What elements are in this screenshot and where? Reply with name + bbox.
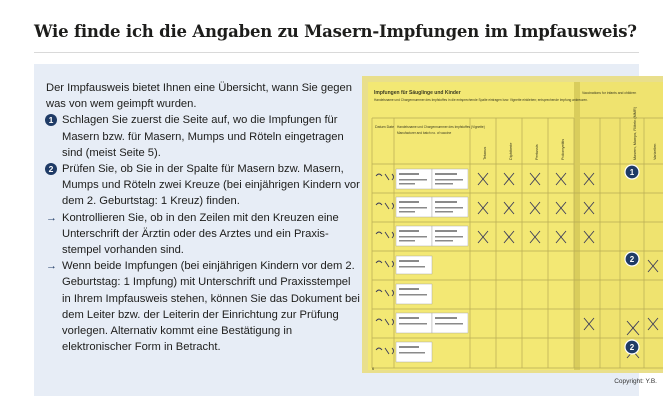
step-item [44, 258, 360, 355]
col-varizellen-label: Varizellen [653, 143, 657, 160]
col-tetanus-label: Tetanus [483, 146, 487, 160]
copyright-notice: Copyright: Y.B. [614, 378, 657, 385]
col-polio-label: Poliomyelitis [561, 138, 565, 160]
step-item [44, 161, 360, 210]
col-pertussis-label: Pertussis [535, 144, 539, 160]
col-masern-label: Masern, Mumps, Röteln (MMR) [633, 107, 637, 160]
step-text: Schlagen Sie zuerst die Seite auf, wo die Impfungen für Masern bzw. für Masern, Mumps und Röteln eingetragen sind (meist Seite 5). [62, 114, 344, 159]
instructions [44, 80, 360, 355]
booklet-subheading: Handelsname und Chargennummer des Impfstoffes in die entsprechende Spalte eintragen bzw. Vignette einkleben; entsprechende Impfung ankreuzen. [374, 98, 588, 102]
booklet-right-heading: Vaccinations for infants and children [582, 91, 637, 95]
step-number-badge: 2 [45, 163, 57, 175]
page-title: Wie finde ich die Angaben zu Masern-Impfungen im Impfausweis? [34, 22, 637, 41]
step-item [44, 112, 360, 161]
callout-badge-2: 2 [629, 255, 635, 264]
step-text: Wenn beide Impfungen (bei einjährigen Kindern vor dem 2. Geburtstag: 1 Impfung) mit Unterschrift und Praxisstempel in Ihrem Impfausweis stehen, können Sie das Dokument bei dem Leiter bzw. der Leiterin der Einrichtung zur Prüfung vorlegen. Alternativ kommt eine Bestätigung in elektronischer Form in Betracht. [62, 260, 360, 354]
col-product-en-label: Manufacturer and batch no. of vaccine [397, 131, 452, 135]
callout-badge-1: 1 [629, 168, 635, 177]
vaccination-booklet-photo [362, 76, 663, 373]
step-number-badge: 1 [45, 114, 57, 126]
booklet-heading: Impfungen für Säuglinge und Kinder [374, 90, 461, 96]
callout-badge-3: 2 [629, 343, 635, 352]
arrow-right-icon: → [46, 211, 57, 224]
step-text: Kontrollieren Sie, ob in den Zeilen mit den Kreuzen eine Unterschrift der Ärztin oder des Arztes und ein Praxisstempel vorhanden sind. [62, 211, 339, 257]
intro-text: Der Impfausweis bietet Ihnen eine Übersicht, wann Sie gegen was von wem geimpft wurden. [46, 82, 352, 111]
col-diphtherie-label: Diphtherie [509, 142, 513, 160]
arrow-right-icon: → [46, 260, 57, 273]
booklet-page-number: 6 [372, 366, 375, 371]
step-item [44, 210, 360, 259]
col-date-label: Datum Date [375, 125, 395, 129]
step-text: Prüfen Sie, ob Sie in der Spalte für Masern bzw. Masern, Mumps und Röteln zwei Kreuze (bei einjährigen Kindern vor dem 2. Geburtstag: 1 Kreuz) finden. [62, 163, 360, 208]
col-product-label: Handelsname und Chargennummer des Impfstoffes (Vignette) [397, 125, 485, 129]
title-divider [34, 52, 639, 53]
